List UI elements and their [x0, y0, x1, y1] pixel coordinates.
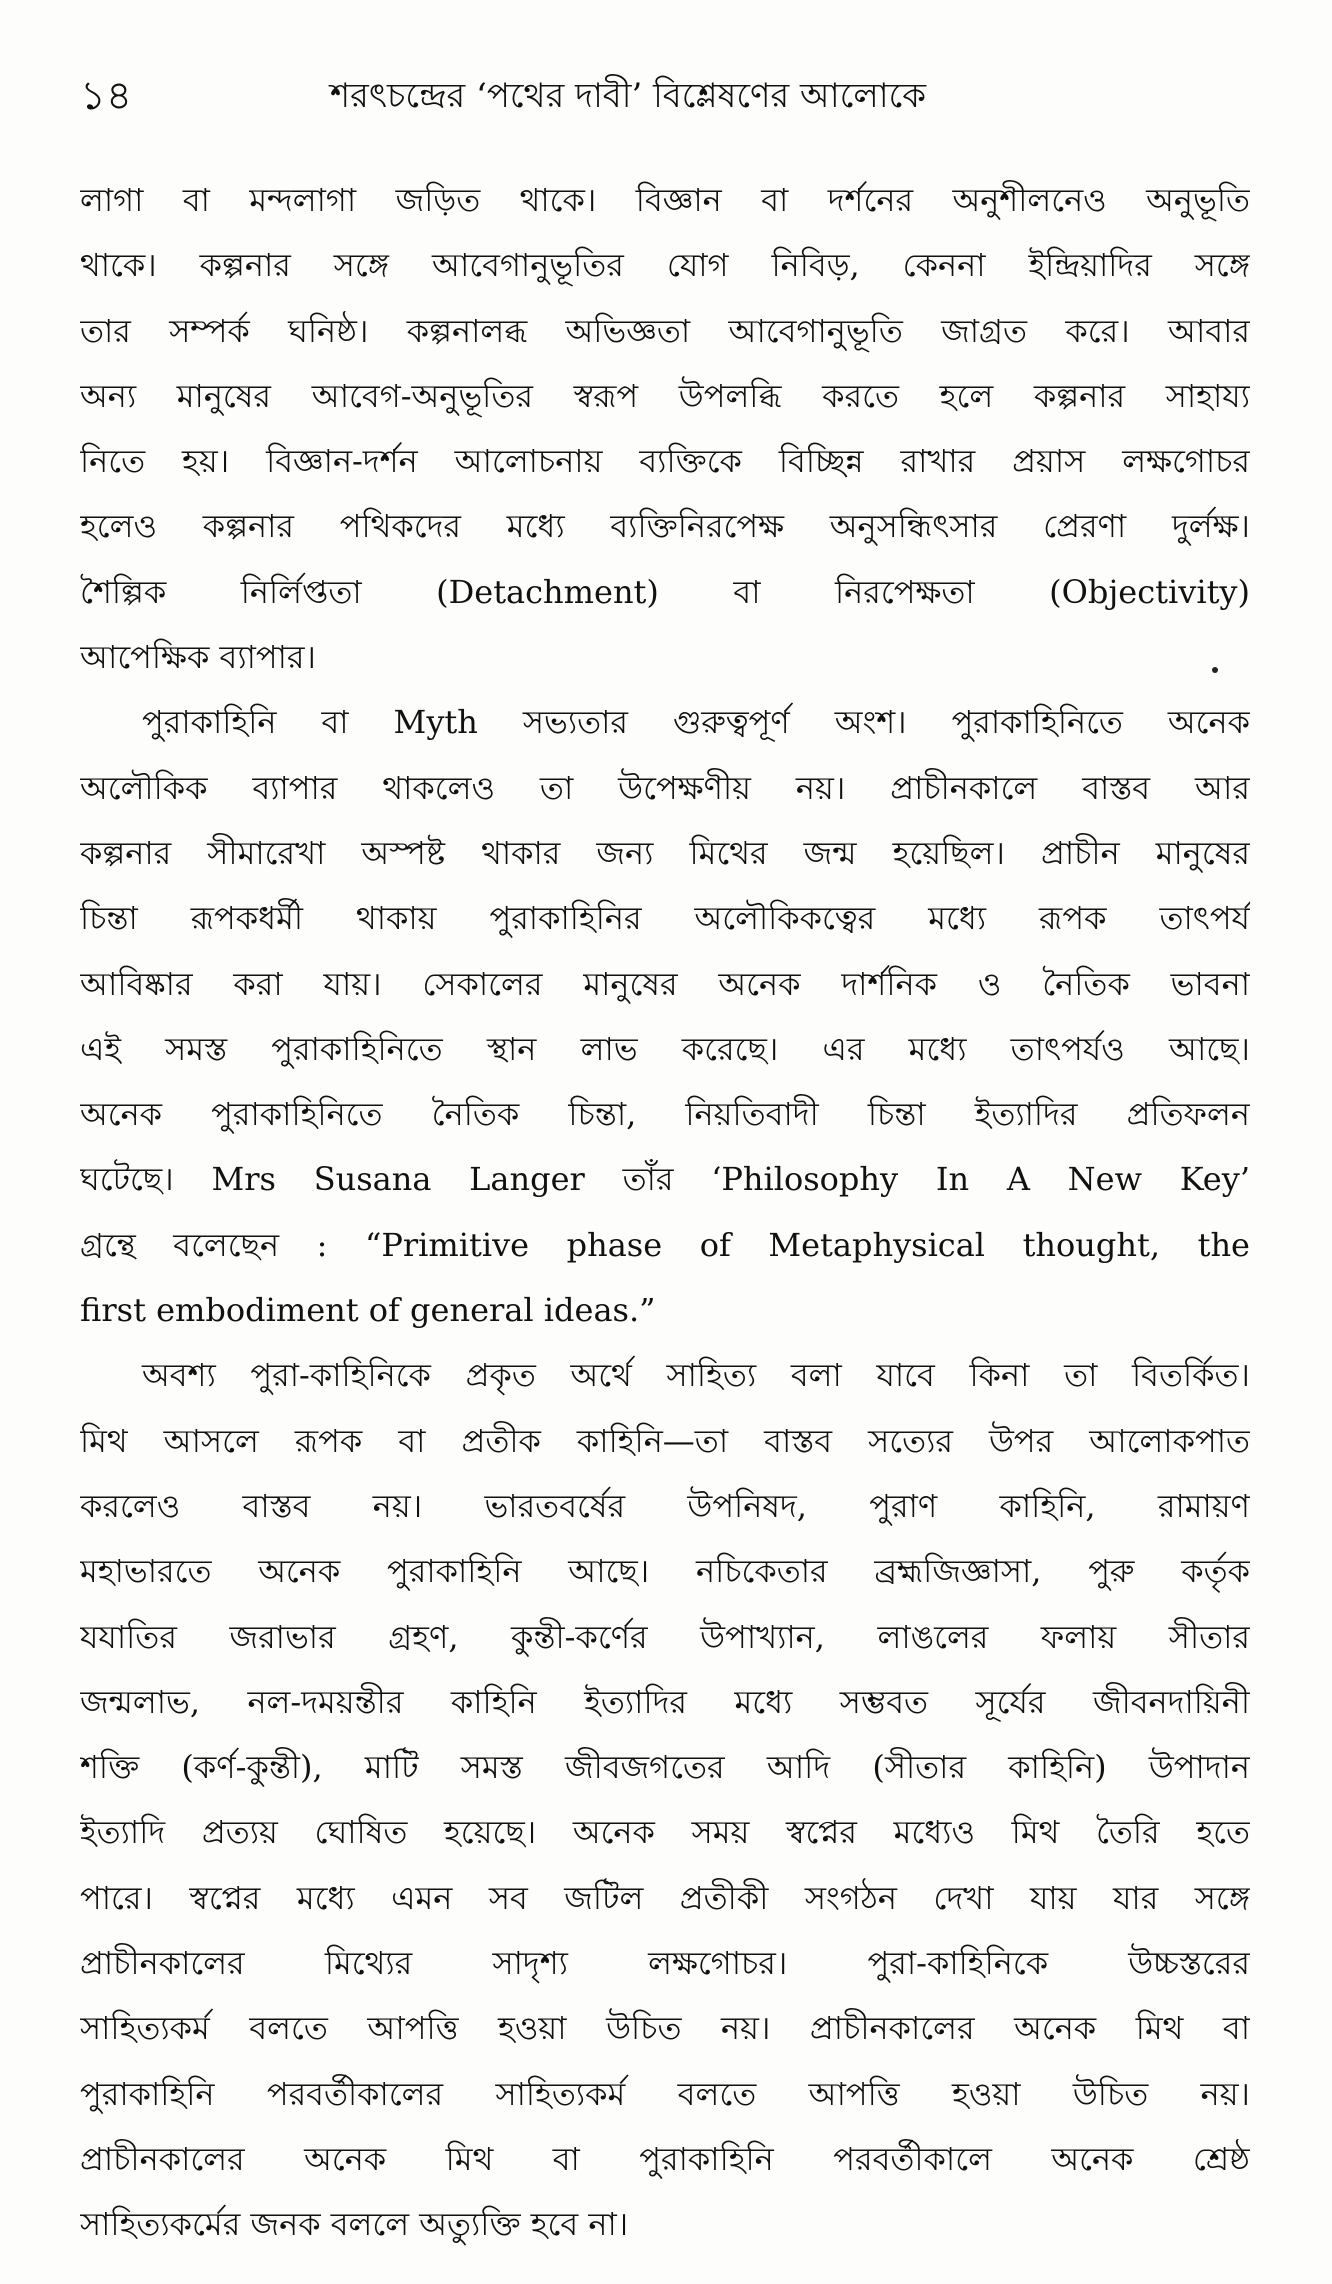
- text-line: হলেও কল্পনার পথিকদের মধ্যে ব্যক্তিনিরপেক্ষ অনুসন্ধিৎসার প্রেরণা দুর্লক্ষ।: [80, 507, 1250, 546]
- text-line: মিথ আসলে রূপক বা প্রতীক কাহিনি—তা বাস্তব সত্যের উপর আলোকপাত: [80, 1421, 1250, 1460]
- paragraph: [80, 168, 1250, 690]
- text-line: শক্তি (কর্ণ-কুন্তী), মাটি সমস্ত জীবজগতের আদি (সীতার কাহিনি) উপাদান: [80, 1748, 1250, 1787]
- text-line: প্রাচীনকালের অনেক মিথ বা পুরাকাহিনি পরবর্তীকালে অনেক শ্রেষ্ঠ: [80, 2139, 1250, 2178]
- text-line: আপেক্ষিক ব্যাপার।: [80, 638, 316, 677]
- text-line: পুরাকাহিনি বা Myth সভ্যতার গুরুত্বপূর্ণ অংশ। পুরাকাহিনিতে অনেক: [142, 703, 1250, 742]
- ink-speck: [1212, 667, 1218, 673]
- text-line: অবশ্য পুরা-কাহিনিকে প্রকৃত অর্থে সাহিত্য বলা যাবে কিনা তা বিতর্কিত।: [142, 1356, 1250, 1395]
- page-number: ১৪: [80, 73, 132, 119]
- paragraph: [80, 690, 1250, 1343]
- text-line: মহাভারতে অনেক পুরাকাহিনি আছে। নচিকেতার ব্রহ্মজিজ্ঞাসা, পুরু কর্তৃক: [80, 1552, 1250, 1591]
- running-title: শরৎচন্দ্রের ‘পথের দাবী’ বিশ্লেষণের আলোকে: [330, 76, 927, 116]
- paragraph: [80, 1343, 1250, 2257]
- text-line: গ্রন্থে বলেছেন : “Primitive phase of Metaphysical thought, the: [80, 1225, 1250, 1264]
- text-line: নিতে হয়। বিজ্ঞান-দর্শন আলোচনায় ব্যক্তিকে বিচ্ছিন্ন রাখার প্রয়াস লক্ষগোচর: [80, 442, 1250, 481]
- text-line: জন্মলাভ, নল-দময়ন্তীর কাহিনি ইত্যাদির মধ্যে সম্ভবত সূর্যের জীবনদায়িনী: [80, 1682, 1250, 1721]
- page-header: [60, 66, 1260, 126]
- text-line: অন্য মানুষের আবেগ-অনুভূতির স্বরূপ উপলব্ধি করতে হলে কল্পনার সাহায্য: [80, 376, 1250, 415]
- text-line: তার সম্পর্ক ঘনিষ্ঠ। কল্পনালব্ধ অভিজ্ঞতা আবেগানুভূতি জাগ্রত করে। আবার: [80, 311, 1250, 350]
- text-line: শৈল্পিক নির্লিপ্ততা (Detachment) বা নিরপেক্ষতা (Objectivity): [80, 572, 1250, 611]
- text-line: থাকে। কল্পনার সঙ্গে আবেগানুভূতির যোগ নিবিড়, কেননা ইন্দ্রিয়াদির সঙ্গে: [80, 246, 1250, 285]
- text-line: যযাতির জরাভার গ্রহণ, কুন্তী-কর্ণের উপাখ্যান, লাঙলের ফলায় সীতার: [80, 1617, 1250, 1656]
- text-line: অনেক পুরাকাহিনিতে নৈতিক চিন্তা, নিয়তিবাদী চিন্তা ইত্যাদির প্রতিফলন: [80, 1095, 1250, 1134]
- text-line: এই সমস্ত পুরাকাহিনিতে স্থান লাভ করেছে। এর মধ্যে তাৎপর্যও আছে।: [80, 1029, 1250, 1068]
- text-line: আবিষ্কার করা যায়। সেকালের মানুষের অনেক দার্শনিক ও নৈতিক ভাবনা: [80, 964, 1250, 1003]
- page-body: [80, 168, 1250, 2258]
- text-line: পুরাকাহিনি পরবর্তীকালের সাহিত্যকর্ম বলতে আপত্তি হওয়া উচিত নয়।: [80, 2074, 1250, 2113]
- text-line: প্রাচীনকালের মিথ্যের সাদৃশ্য লক্ষগোচর। পুরা-কাহিনিকে উচ্চস্তরের: [80, 1944, 1250, 1983]
- text-line: ইত্যাদি প্রত্যয় ঘোষিত হয়েছে। অনেক সময় স্বপ্নের মধ্যেও মিথ তৈরি হতে: [80, 1813, 1250, 1852]
- text-line: ঘটেছে। Mrs Susana Langer তাঁর ‘Philosophy In A New Key’: [80, 1160, 1250, 1199]
- text-line: অলৌকিক ব্যাপার থাকলেও তা উপেক্ষণীয় নয়। প্রাচীনকালে বাস্তব আর: [80, 768, 1250, 807]
- text-line: সাহিত্যকর্মের জনক বললে অত্যুক্তি হবে না।: [80, 2205, 629, 2244]
- text-line: সাহিত্যকর্ম বলতে আপত্তি হওয়া উচিত নয়। প্রাচীনকালের অনেক মিথ বা: [80, 2009, 1250, 2048]
- text-line: চিন্তা রূপকধর্মী থাকায় পুরাকাহিনির অলৌকিকত্বের মধ্যে রূপক তাৎপর্য: [80, 899, 1250, 938]
- text-line: লাগা বা মন্দলাগা জড়িত থাকে। বিজ্ঞান বা দর্শনের অনুশীলনেও অনুভূতি: [80, 181, 1250, 219]
- text-line: করলেও বাস্তব নয়। ভারতবর্ষের উপনিষদ, পুরাণ কাহিনি, রামায়ণ: [80, 1486, 1250, 1525]
- text-line: পারে। স্বপ্নের মধ্যে এমন সব জটিল প্রতীকী সংগঠন দেখা যায় যার সঙ্গে: [80, 1878, 1250, 1917]
- text-line: কল্পনার সীমারেখা অস্পষ্ট থাকার জন্য মিথের জন্ম হয়েছিল। প্রাচীন মানুষের: [80, 833, 1250, 872]
- text-line: first embodiment of general ideas.”: [80, 1291, 656, 1330]
